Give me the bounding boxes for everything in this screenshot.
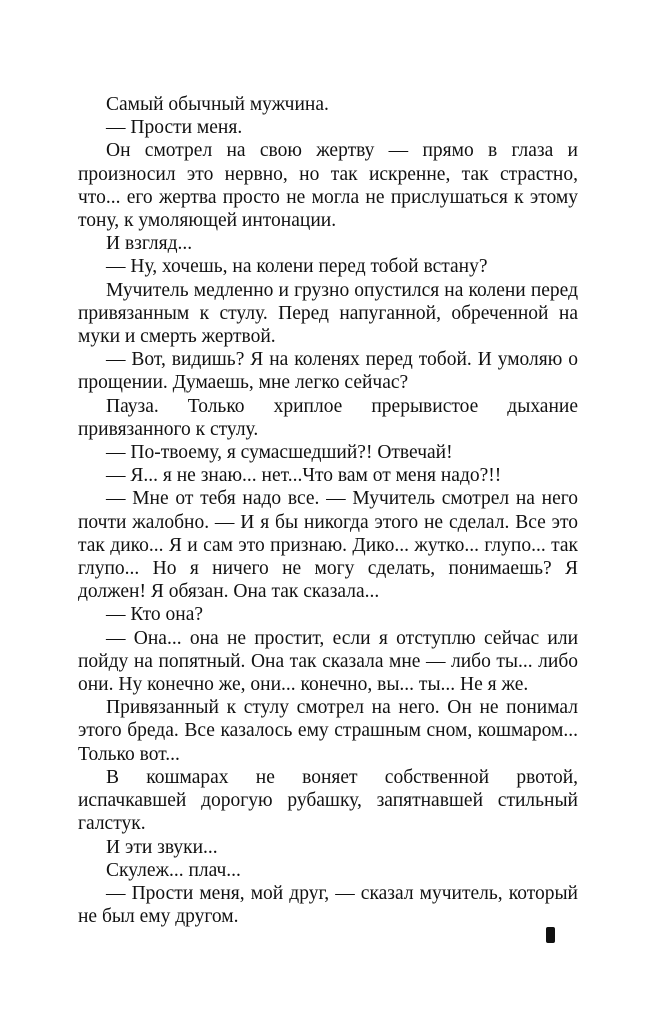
paragraph: Привязанный к стулу смотрел на него. Он не понимал этого бреда. Все казалось ему страшным сном, кошмаром... Только вот... — [78, 697, 578, 765]
paragraph: — Мне от тебя надо все. — Мучитель смотрел на него почти жалобно. — И я бы никогда этого не сделал. Все это так дико... Я и сам это признаю. Дико... жутко... глупо... так глупо... Но я ничего не могу сделать, понимаешь? Я должен! Я обязан. Она так сказала... — [78, 488, 578, 603]
page-number — [546, 927, 555, 943]
paragraph: — Прости меня, мой друг, — сказал мучитель, который не был ему другом. — [78, 882, 578, 928]
body-text — [78, 93, 578, 928]
paragraph: — Кто она? — [106, 604, 204, 626]
paragraph: — Она... она не простит, если я отступлю сейчас или пойду на попятный. Она так сказала мне — либо ты... либо они. Ну конечно же, они... конечно, вы... ты... Не я же. — [78, 627, 578, 696]
paragraph: — По-твоему, я сумасшедший?! Отвечай! — [106, 442, 453, 464]
paragraph: И взгляд... — [106, 233, 193, 255]
paragraph: И эти звуки... — [106, 836, 218, 858]
paragraph: Он смотрел на свою жертву — прямо в глаза и произносил это нервно, но так искренне, так страстно, что... его жертва просто не могла не прислушаться к этому тону, к умоляющей интонации. — [78, 140, 578, 232]
paragraph: Пауза. Только хриплое прерывистое дыхание привязанного к стулу. — [78, 395, 578, 440]
paragraph: — Ну, хочешь, на колени перед тобой встану? — [106, 256, 488, 278]
paragraph: Скулеж... плач... — [106, 859, 241, 881]
paragraph: Самый обычный мужчина. — [106, 94, 329, 115]
paragraph: Мучитель медленно и грузно опустился на колени перед привязанным к стулу. Перед напуганной, обреченной на муки и смерть жертвой. — [78, 279, 578, 348]
paragraph: — Вот, видишь? Я на коленях перед тобой. И умоляю о прощении. Думаешь, мне легко сейчас? — [78, 349, 578, 394]
paragraph: В кошмарах не воняет собственной рвотой, испачкавшей дорогую рубашку, запятнавшей стильный галстук. — [78, 766, 578, 835]
paragraph: — Я... я не знаю... нет...Что вам от меня надо?!! — [106, 465, 502, 487]
paragraph: — Прости меня. — [106, 117, 243, 139]
